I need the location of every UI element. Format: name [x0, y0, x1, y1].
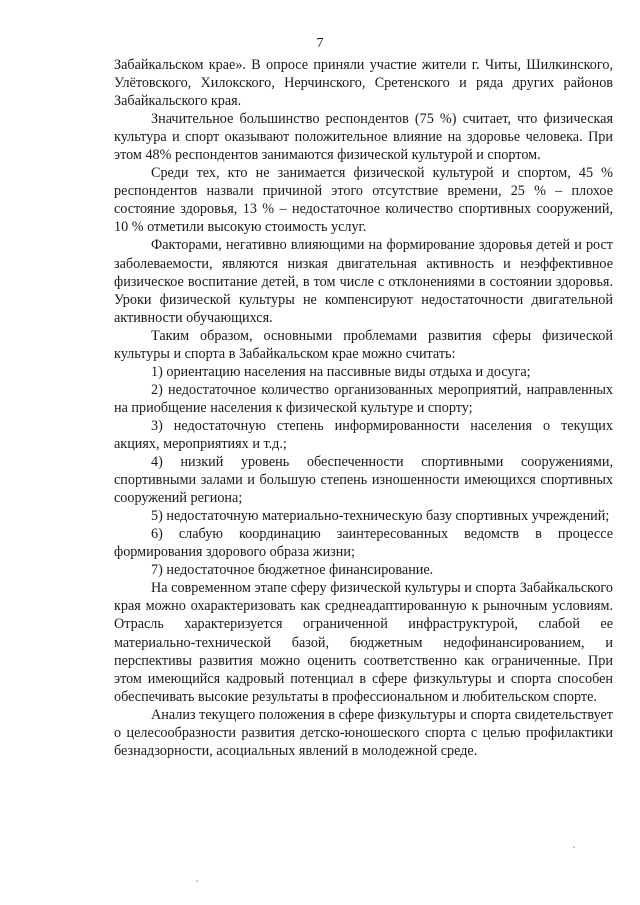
- list-item: 2) недостаточное количество организованных мероприятий, направленных на приобщение населения к физической культуре и спорту;: [114, 381, 613, 416]
- paragraph-negative-factors: Факторами, негативно влияющими на формирование здоровья детей и рост заболеваемости, являются низкая двигательная активность и неэффективное физическое воспитание детей, в том числе с отклонениями в состоянии здоровья. Уроки физической культуры не компенсируют недостаточности двигательной активности обучающихся.: [114, 237, 613, 326]
- list-item: 4) низкий уровень обеспеченности спортивными сооружениями, спортивными залами и большую степень изношенности имеющихся спортивных сооружений региона;: [114, 454, 613, 507]
- list-item: 5) недостаточную материально-техническую базу спортивных учреждений;: [151, 508, 610, 525]
- list-item: 7) недостаточное бюджетное финансирование.: [151, 562, 434, 579]
- document-body: [114, 56, 613, 760]
- paragraph-current-stage: На современном этапе сферу физической культуры и спорта Забайкальского края можно охарактеризовать как среднеадаптированную к рыночным условиям. Отрасль характеризуется ограниченной инфраструктурой, слабой ее материально-технической базой, бюджетным недофинансированием, и перспективы развития можно оценить соответственно как ограниченные. При этом имеющийся кадровый потенциал в сфере физкультуры и спорта способен обеспечивать высокие результаты в профессиональном и любительском спорте.: [114, 580, 613, 705]
- paragraph-respondents-opinion: Значительное большинство респондентов (75 %) считает, что физическая культура и спорт оказывают положительное влияние на здоровье человека. При этом 48% респондентов занимаются физической культурой и спортом.: [114, 111, 613, 164]
- scan-artifact: [196, 880, 198, 882]
- scan-artifact: [573, 846, 575, 848]
- list-item: 1) ориентацию населения на пассивные виды отдыха и досуга;: [151, 363, 531, 380]
- list-item: 3) недостаточную степень информированности населения о текущих акциях, мероприятиях и т.д.;: [114, 417, 613, 452]
- page-number: 7: [316, 36, 324, 51]
- paragraph-analysis-conclusion: Анализ текущего положения в сфере физкультуры и спорта свидетельствует о целесообразности развития детско-юношеского спорта с целью профилактики безнадзорности, асоциальных явлений в молодежной среде.: [114, 706, 613, 759]
- paragraph-survey-participants: Забайкальском крае». В опросе приняли участие жители г. Читы, Шилкинского, Улётовского, Хилокского, Нерчинского, Сретенского и ряда других районов Забайкальского края.: [114, 57, 613, 110]
- paragraph-main-problems-intro: Таким образом, основными проблемами развития сферы физической культуры и спорта в Забайкальском крае можно считать:: [114, 327, 613, 362]
- paragraph-reasons-not-exercising: Среди тех, кто не занимается физической культурой и спортом, 45 % респондентов назвали причиной этого отсутствие времени, 25 % – плохое состояние здоровья, 13 % – недостаточное количество спортивных сооружений, 10 % отметили высокую стоимость услуг.: [114, 165, 613, 236]
- list-item: 6) слабую координацию заинтересованных ведомств в процессе формирования здорового образа жизни;: [114, 526, 613, 561]
